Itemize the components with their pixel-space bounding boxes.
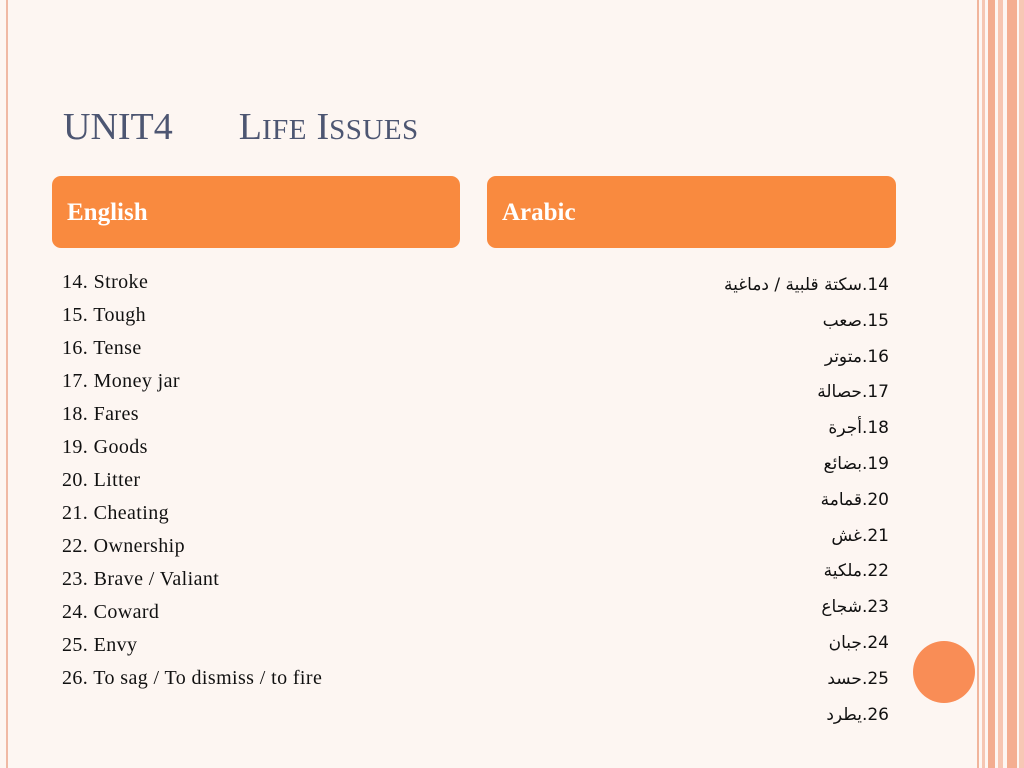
left-border-line [6,0,8,768]
arabic-word: غش [831,525,862,546]
arabic-item-number: .14 [861,275,889,295]
unit-label: UNIT4 [63,106,173,148]
topic-smallcaps: SSUES [329,114,419,146]
decorative-stripe [988,0,995,768]
topic-smallcaps: IFE [261,114,307,146]
arabic-item-number: .25 [861,668,889,689]
english-item: 14. Stroke [62,271,149,293]
arabic-header: Arabic [487,176,896,248]
topic-letter: L [238,106,262,148]
english-item: 24. Coward [62,601,160,623]
english-item: 16. Tense [62,337,142,359]
english-item: 21. Cheating [62,502,170,524]
arabic-word: حصالة [817,382,862,403]
english-item: 25. Envy [62,634,138,656]
arabic-item-number: .18 [861,418,889,439]
arabic-item [724,698,889,734]
arabic-word: بضائع [823,453,862,474]
arabic-word: ملكية [823,561,862,582]
decorative-stripe [982,0,985,768]
arabic-word: جبان [828,632,862,653]
slide-title [63,108,419,146]
arabic-item [724,340,889,376]
arabic-word: حسد [827,668,862,689]
arabic-item [724,483,889,519]
arabic-item [724,268,889,304]
english-item: 26. To sag / To dismiss / to fire [62,667,323,689]
english-item: 23. Brave / Valiant [62,568,220,590]
arabic-word: شجاع [821,597,862,618]
arabic-item-number: .17 [861,382,889,403]
topic-letter: I [316,106,330,148]
arabic-item-number: .16 [861,346,889,367]
decorative-circle [913,641,975,703]
arabic-item-number: .22 [861,561,889,582]
arabic-item [724,554,889,590]
arabic-item [724,447,889,483]
decorative-stripe [1019,0,1024,768]
english-item: 18. Fares [62,403,139,425]
arabic-word: أجرة [828,418,862,439]
decorative-stripe [998,0,1003,768]
arabic-item [724,375,889,411]
arabic-item-number: .20 [861,489,889,510]
arabic-item [724,590,889,626]
arabic-item-number: .15 [861,310,889,331]
arabic-item [724,662,889,698]
decorative-stripe [1007,0,1017,768]
english-item: 20. Litter [62,469,141,491]
arabic-item-number: .24 [861,632,889,653]
arabic-item [724,519,889,555]
english-item: 22. Ownership [62,535,185,557]
english-word-list [62,266,322,695]
arabic-item [724,626,889,662]
english-item: 19. Goods [62,436,148,458]
arabic-word: صعب [822,310,862,331]
arabic-item [724,411,889,447]
arabic-item [724,304,889,340]
english-header: English [52,176,460,248]
arabic-item-number: .23 [861,597,889,618]
english-item: 17. Money jar [62,370,180,392]
english-item: 15. Tough [62,304,147,326]
arabic-word: سكتة قلبية / دماغية [724,275,862,295]
arabic-item-number: .21 [861,525,889,546]
arabic-word-list [724,268,889,733]
arabic-item-number: .26 [861,704,889,725]
arabic-word: قمامة [820,489,862,510]
decorative-stripe [977,0,979,768]
arabic-word: يطرد [826,704,862,725]
arabic-word: متوتر [824,346,862,367]
arabic-item-number: .19 [861,453,889,474]
